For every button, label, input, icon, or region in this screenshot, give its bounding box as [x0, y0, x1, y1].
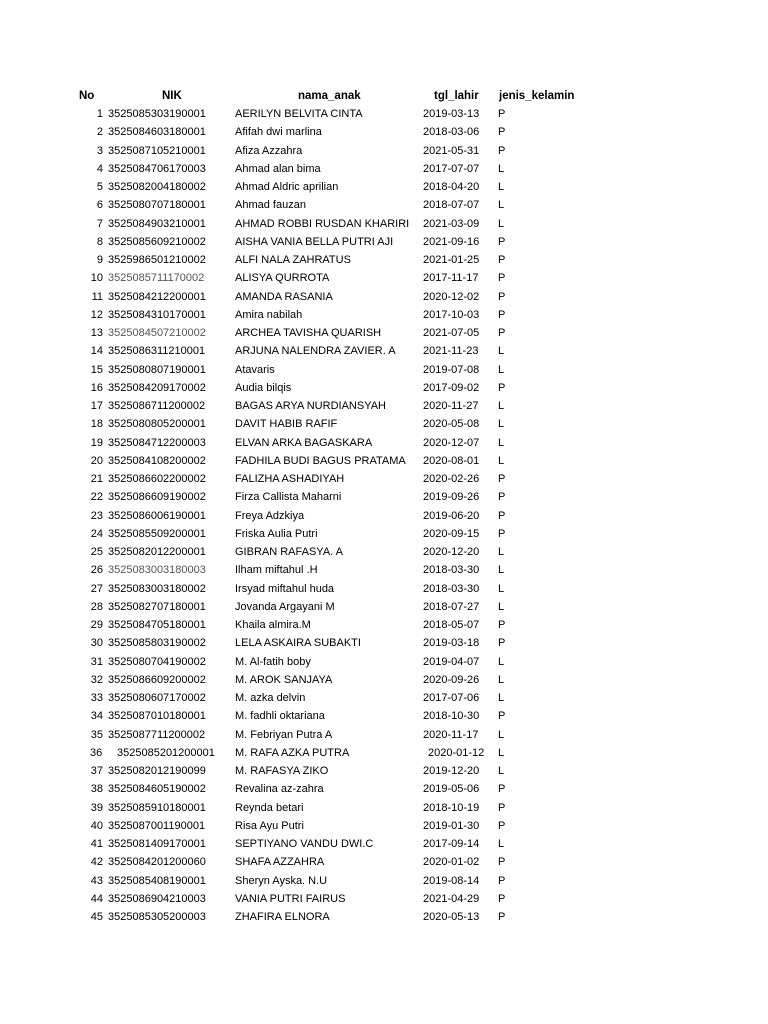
- cell-nik: 3525086609200002: [108, 673, 206, 686]
- table-row: [0, 707, 768, 725]
- cell-jenis-kelamin: P: [498, 892, 506, 905]
- table-row: [0, 434, 768, 452]
- cell-nama-anak: AHMAD ROBBI RUSDAN KHARIRI: [235, 217, 410, 230]
- table-row: [0, 835, 768, 853]
- cell-tgl-lahir: 2020-05-13: [423, 911, 480, 923]
- cell-nik: 3525085303190001: [108, 108, 206, 120]
- cell-no: 1: [96, 108, 103, 120]
- cell-nama-anak: LELA ASKAIRA SUBAKTI: [235, 637, 361, 650]
- table-row: [0, 616, 768, 634]
- cell-no: 29: [90, 619, 103, 631]
- cell-no: 5: [96, 181, 103, 193]
- cell-nama-anak: Revalina az-zahra: [235, 783, 324, 796]
- table-row: [0, 470, 768, 488]
- cell-nama-anak: Sheryn Ayska. N.U: [235, 874, 328, 887]
- cell-tgl-lahir: 2020-08-01: [423, 454, 480, 467]
- cell-nik: 3525085910180001: [108, 801, 206, 814]
- cell-tgl-lahir: 2020-12-02: [423, 290, 480, 303]
- cell-nama-anak: AMANDA RASANIA: [235, 290, 333, 303]
- table-row: [0, 123, 768, 141]
- cell-no: 8: [96, 235, 103, 248]
- cell-tgl-lahir: 2020-11-17: [423, 728, 479, 741]
- cell-no: 36: [90, 746, 103, 759]
- cell-tgl-lahir: 2018-03-06: [423, 126, 480, 139]
- cell-no: 7: [96, 217, 103, 230]
- cell-no: 22: [90, 491, 103, 504]
- cell-tgl-lahir: 2021-05-31: [423, 144, 480, 157]
- cell-tgl-lahir: 2018-03-30: [423, 582, 480, 595]
- cell-nama-anak: Ahmad fauzan: [235, 199, 306, 212]
- cell-nama-anak: SHAFA AZZAHRA: [235, 856, 325, 869]
- cell-nik: 3525082707180001: [108, 600, 206, 613]
- cell-nama-anak: ARJUNA NALENDRA ZAVIER. A: [235, 345, 396, 358]
- table-row: [0, 543, 768, 561]
- cell-jenis-kelamin: P: [498, 801, 506, 814]
- cell-nik: 3525084108200002: [108, 454, 206, 467]
- cell-tgl-lahir: 2021-03-09: [423, 217, 480, 230]
- cell-nik: 3525080805200001: [108, 418, 206, 431]
- cell-jenis-kelamin: L: [498, 546, 505, 558]
- cell-no: 11: [91, 290, 103, 303]
- cell-tgl-lahir: 2018-07-27: [423, 600, 480, 613]
- cell-nik: 3525080607170002: [108, 692, 206, 704]
- cell-nama-anak: M. Al-fatih boby: [235, 655, 311, 668]
- cell-nik: 3525084212200001: [108, 290, 206, 303]
- cell-nik: 3525084209170002: [108, 381, 206, 394]
- cell-jenis-kelamin: L: [498, 838, 505, 850]
- cell-nama-anak: BAGAS ARYA NURDIANSYAH: [235, 400, 386, 412]
- cell-tgl-lahir: 2019-03-13: [423, 108, 480, 120]
- cell-tgl-lahir: 2018-07-07: [423, 199, 480, 212]
- cell-tgl-lahir: 2020-11-27: [423, 400, 479, 412]
- cell-no: 30: [90, 637, 103, 650]
- table-row: [0, 561, 768, 579]
- table-row: [0, 251, 768, 269]
- table-row: [0, 452, 768, 470]
- cell-jenis-kelamin: L: [498, 418, 505, 431]
- cell-nama-anak: AISHA VANIA BELLA PUTRI AJI: [235, 235, 394, 248]
- cell-jenis-kelamin: L: [498, 199, 505, 212]
- cell-jenis-kelamin: P: [498, 272, 506, 285]
- table-row: [0, 379, 768, 397]
- cell-no: 39: [90, 801, 103, 814]
- cell-nama-anak: ARCHEA TAVISHA QUARISH: [235, 327, 382, 339]
- table-row: [0, 142, 768, 160]
- cell-tgl-lahir: 2017-11-17: [423, 272, 479, 285]
- table-row: [0, 853, 768, 871]
- cell-nik: 3525087711200002: [108, 728, 206, 741]
- cell-no: 21: [90, 473, 103, 485]
- cell-nik: 3525086602200002: [108, 473, 206, 485]
- cell-no: 38: [90, 783, 103, 796]
- cell-no: 24: [90, 527, 103, 540]
- cell-nama-anak: Jovanda Argayani M: [235, 600, 335, 613]
- cell-tgl-lahir: 2018-05-07: [423, 619, 480, 631]
- cell-nik: 3525083003180002: [108, 582, 206, 595]
- cell-jenis-kelamin: P: [498, 710, 506, 723]
- cell-no: 23: [90, 509, 103, 522]
- cell-jenis-kelamin: L: [498, 363, 505, 376]
- cell-no: 37: [90, 765, 103, 777]
- cell-nama-anak: M. AROK SANJAYA: [235, 673, 333, 686]
- cell-no: 45: [90, 911, 103, 923]
- cell-nama-anak: Afiza Azzahra: [235, 144, 303, 157]
- cell-tgl-lahir: 2017-07-07: [423, 162, 480, 175]
- cell-tgl-lahir: 2020-09-26: [423, 673, 480, 686]
- cell-nama-anak: ALISYA QURROTA: [235, 272, 330, 285]
- cell-no: 4: [96, 162, 103, 175]
- table-row: [0, 105, 768, 123]
- cell-tgl-lahir: 2020-12-20: [423, 546, 480, 558]
- cell-no: 15: [90, 363, 103, 376]
- cell-tgl-lahir: 2019-08-14: [423, 874, 480, 887]
- table-row: [0, 196, 768, 214]
- cell-nama-anak: VANIA PUTRI FAIRUS: [235, 892, 346, 905]
- cell-nik: 3525087105210001: [108, 144, 206, 157]
- cell-nik: 3525084705180001: [108, 619, 206, 631]
- cell-no: 28: [90, 600, 103, 613]
- table-row: [0, 799, 768, 817]
- cell-no: 14: [90, 345, 103, 358]
- cell-nik: 3525084712200003: [108, 436, 206, 449]
- cell-nik: 3525084310170001: [108, 308, 206, 321]
- cell-no: 2: [96, 126, 103, 139]
- cell-nama-anak: GIBRAN RAFASYA. A: [235, 546, 343, 558]
- cell-nama-anak: ZHAFIRA ELNORA: [235, 911, 330, 923]
- cell-nik: 3525086609190002: [108, 491, 206, 504]
- header-no: No: [79, 90, 95, 102]
- cell-jenis-kelamin: L: [498, 217, 505, 230]
- cell-tgl-lahir: 2019-12-20: [423, 765, 480, 777]
- cell-nik: 3525080704190002: [108, 655, 206, 668]
- cell-no: 32: [90, 673, 103, 686]
- cell-jenis-kelamin: L: [498, 746, 505, 759]
- cell-no: 9: [96, 254, 103, 266]
- cell-nik: 3525085609210002: [108, 235, 206, 248]
- cell-no: 20: [90, 454, 103, 467]
- cell-tgl-lahir: 2017-09-02: [423, 381, 480, 394]
- table-row: [0, 233, 768, 251]
- table-row: [0, 342, 768, 360]
- cell-no: 41: [90, 838, 103, 850]
- cell-nama-anak: M. azka delvin: [235, 692, 306, 704]
- cell-nama-anak: M. RAFA AZKA PUTRA: [235, 746, 350, 759]
- cell-tgl-lahir: 2020-05-08: [423, 418, 480, 431]
- cell-nik: 3525082004180002: [108, 181, 206, 193]
- cell-tgl-lahir: 2019-06-20: [423, 509, 480, 522]
- cell-jenis-kelamin: P: [498, 637, 506, 650]
- cell-nik: 3525085408190001: [108, 874, 206, 887]
- cell-jenis-kelamin: L: [498, 436, 505, 449]
- cell-nama-anak: Freya Adzkiya: [235, 509, 305, 522]
- cell-nik: 3525083003180003: [108, 564, 206, 577]
- cell-nik: 3525086006190001: [108, 509, 206, 522]
- cell-no: 10: [90, 272, 103, 285]
- cell-no: 43: [90, 874, 103, 887]
- cell-nama-anak: M. Febriyan Putra A: [235, 728, 333, 741]
- cell-jenis-kelamin: L: [498, 673, 505, 686]
- cell-jenis-kelamin: L: [498, 454, 505, 467]
- cell-jenis-kelamin: P: [498, 290, 506, 303]
- cell-tgl-lahir: 2021-11-23: [423, 345, 479, 358]
- cell-no: 12: [90, 308, 103, 321]
- cell-nama-anak: SEPTIYANO VANDU DWI.C: [235, 838, 374, 850]
- table-row: [0, 872, 768, 890]
- cell-no: 33: [90, 692, 103, 704]
- cell-no: 17: [90, 400, 103, 412]
- cell-nik: 3525084201200060: [108, 856, 206, 869]
- cell-jenis-kelamin: P: [498, 381, 506, 394]
- cell-nik: 3525084903210001: [108, 217, 206, 230]
- header-nama-anak: nama_anak: [298, 90, 361, 102]
- cell-nama-anak: Atavaris: [235, 363, 275, 376]
- cell-jenis-kelamin: L: [498, 655, 505, 668]
- cell-nik: 3525080807190001: [108, 363, 206, 376]
- table-row: [0, 525, 768, 543]
- cell-tgl-lahir: 2020-01-02: [423, 856, 480, 869]
- table-row: [0, 324, 768, 342]
- cell-jenis-kelamin: P: [498, 856, 506, 869]
- cell-nama-anak: Ilham miftahul .H: [235, 564, 318, 577]
- table-row: [0, 269, 768, 287]
- table-row: [0, 817, 768, 835]
- table-row: [0, 397, 768, 415]
- cell-nik: 3525086711200002: [108, 400, 206, 412]
- cell-jenis-kelamin: L: [498, 345, 505, 358]
- cell-tgl-lahir: 2019-03-18: [423, 637, 480, 650]
- cell-nama-anak: Khaila almira.M: [235, 619, 311, 631]
- cell-no: 13: [90, 327, 103, 339]
- cell-nik: 3525086904210003: [108, 892, 206, 905]
- table-row: [0, 288, 768, 306]
- cell-nik: 3525082012200001: [108, 546, 206, 558]
- table-row: [0, 215, 768, 233]
- cell-no: 35: [90, 728, 103, 741]
- cell-no: 6: [96, 199, 103, 212]
- table-row: [0, 780, 768, 798]
- cell-no: 26: [90, 564, 103, 577]
- cell-nama-anak: Friska Aulia Putri: [235, 527, 318, 540]
- cell-jenis-kelamin: L: [498, 564, 505, 577]
- cell-nik: 3525085711170002: [108, 272, 205, 285]
- table-row: [0, 580, 768, 598]
- cell-jenis-kelamin: P: [498, 619, 506, 631]
- cell-tgl-lahir: 2020-09-15: [423, 527, 480, 540]
- cell-tgl-lahir: 2017-10-03: [423, 308, 480, 321]
- cell-no: 19: [90, 436, 103, 449]
- cell-jenis-kelamin: P: [498, 783, 506, 796]
- table-row: [0, 160, 768, 178]
- cell-nama-anak: ALFI NALA ZAHRATUS: [235, 254, 351, 266]
- cell-jenis-kelamin: P: [498, 819, 506, 832]
- cell-jenis-kelamin: L: [498, 181, 505, 193]
- cell-nama-anak: AERILYN BELVITA CINTA: [235, 108, 363, 120]
- cell-tgl-lahir: 2020-01-12: [428, 746, 485, 759]
- cell-jenis-kelamin: L: [498, 582, 505, 595]
- cell-nama-anak: FADHILA BUDI BAGUS PRATAMA: [235, 454, 406, 467]
- cell-no: 42: [90, 856, 103, 869]
- cell-jenis-kelamin: P: [498, 491, 506, 504]
- cell-jenis-kelamin: L: [498, 692, 505, 704]
- cell-tgl-lahir: 2019-01-30: [423, 819, 480, 832]
- cell-jenis-kelamin: P: [498, 527, 506, 540]
- table-row: [0, 762, 768, 780]
- cell-nama-anak: Ahmad Aldric aprilian: [235, 181, 339, 193]
- cell-jenis-kelamin: L: [498, 162, 505, 175]
- cell-nik: 3525080707180001: [108, 199, 206, 212]
- cell-jenis-kelamin: P: [498, 144, 506, 157]
- cell-nama-anak: Ahmad alan bima: [235, 162, 321, 175]
- cell-jenis-kelamin: P: [498, 473, 506, 485]
- cell-no: 25: [90, 546, 103, 558]
- header-tgl-lahir: tgl_lahir: [434, 90, 479, 102]
- cell-jenis-kelamin: P: [498, 308, 506, 321]
- cell-nik: 3525085201200001: [117, 746, 215, 759]
- cell-nik: 3525082012190099: [108, 765, 206, 777]
- table-row: [0, 598, 768, 616]
- cell-no: 31: [90, 655, 103, 668]
- cell-jenis-kelamin: L: [498, 728, 505, 741]
- cell-jenis-kelamin: P: [498, 126, 506, 139]
- cell-nama-anak: Risa Ayu Putri: [235, 819, 304, 832]
- cell-nama-anak: Reynda betari: [235, 801, 304, 814]
- header-jenis-kelamin: jenis_kelamin: [499, 90, 575, 102]
- cell-tgl-lahir: 2018-04-20: [423, 181, 480, 193]
- cell-no: 44: [90, 892, 103, 905]
- cell-no: 40: [90, 819, 103, 832]
- cell-nik: 3525084706170003: [108, 162, 206, 175]
- cell-nik: 3525087010180001: [108, 710, 206, 723]
- table-row: [0, 306, 768, 324]
- table-row: [0, 671, 768, 689]
- table-row: [0, 689, 768, 707]
- cell-tgl-lahir: 2021-01-25: [423, 254, 480, 266]
- cell-tgl-lahir: 2018-10-19: [423, 801, 480, 814]
- cell-no: 34: [90, 710, 103, 723]
- cell-jenis-kelamin: L: [498, 400, 505, 412]
- cell-nik: 3525084603180001: [108, 126, 206, 139]
- cell-tgl-lahir: 2018-10-30: [423, 710, 480, 723]
- table-row: [0, 178, 768, 196]
- cell-jenis-kelamin: P: [498, 327, 506, 339]
- cell-tgl-lahir: 2019-04-07: [423, 655, 480, 668]
- cell-nama-anak: Afifah dwi marlina: [235, 126, 322, 139]
- cell-nama-anak: ELVAN ARKA BAGASKARA: [235, 436, 373, 449]
- table-row: [0, 890, 768, 908]
- table-row: [0, 361, 768, 379]
- cell-nik: 3525087001190001: [108, 819, 206, 832]
- cell-nik: 3525085509200001: [108, 527, 206, 540]
- cell-nama-anak: FALIZHA ASHADIYAH: [235, 473, 345, 485]
- cell-nik: 3525084605190002: [108, 783, 206, 796]
- cell-tgl-lahir: 2017-07-06: [423, 692, 480, 704]
- cell-tgl-lahir: 2018-03-30: [423, 564, 480, 577]
- cell-jenis-kelamin: P: [498, 874, 506, 887]
- table-row: [0, 744, 768, 762]
- cell-no: 27: [90, 582, 103, 595]
- cell-no: 16: [90, 381, 103, 394]
- cell-nik: 3525086311210001: [108, 345, 206, 358]
- data-table-body: [0, 105, 768, 926]
- cell-nama-anak: M. fadhli oktariana: [235, 710, 325, 723]
- table-row: [0, 726, 768, 744]
- cell-jenis-kelamin: L: [498, 600, 505, 613]
- cell-jenis-kelamin: P: [498, 911, 506, 923]
- cell-nama-anak: DAVIT HABIB RAFIF: [235, 418, 338, 431]
- cell-nama-anak: Irsyad miftahul huda: [235, 582, 335, 595]
- table-row: [0, 507, 768, 525]
- cell-tgl-lahir: 2021-07-05: [423, 327, 480, 339]
- cell-jenis-kelamin: L: [498, 765, 505, 777]
- cell-nik: 3525085803190002: [108, 637, 206, 650]
- cell-nama-anak: Audia bilqis: [235, 381, 292, 394]
- cell-nik: 3525986501210002: [108, 254, 206, 266]
- cell-jenis-kelamin: P: [498, 254, 506, 266]
- cell-tgl-lahir: 2019-09-26: [423, 491, 480, 504]
- cell-nama-anak: M. RAFASYA ZIKO: [235, 765, 329, 777]
- table-row: [0, 908, 768, 926]
- table-row: [0, 634, 768, 652]
- cell-tgl-lahir: 2021-09-16: [423, 235, 480, 248]
- cell-tgl-lahir: 2021-04-29: [423, 892, 480, 905]
- table-row: [0, 415, 768, 433]
- cell-nama-anak: Firza Callista Maharni: [235, 491, 342, 504]
- cell-tgl-lahir: 2017-09-14: [423, 838, 480, 850]
- cell-nik: 3525084507210002: [108, 327, 206, 339]
- table-row: [0, 488, 768, 506]
- cell-nik: 3525085305200003: [108, 911, 206, 923]
- cell-tgl-lahir: 2020-12-07: [423, 436, 480, 449]
- cell-no: 18: [90, 418, 103, 431]
- cell-jenis-kelamin: P: [498, 108, 506, 120]
- cell-tgl-lahir: 2019-07-08: [423, 363, 480, 376]
- cell-jenis-kelamin: P: [498, 235, 506, 248]
- cell-tgl-lahir: 2020-02-26: [423, 473, 480, 485]
- cell-nik: 3525081409170001: [108, 838, 206, 850]
- cell-jenis-kelamin: P: [498, 509, 506, 522]
- cell-tgl-lahir: 2019-05-06: [423, 783, 480, 796]
- cell-nama-anak: Amira nabilah: [235, 308, 303, 321]
- header-nik: NIK: [162, 90, 182, 102]
- table-row: [0, 653, 768, 671]
- cell-no: 3: [96, 144, 103, 157]
